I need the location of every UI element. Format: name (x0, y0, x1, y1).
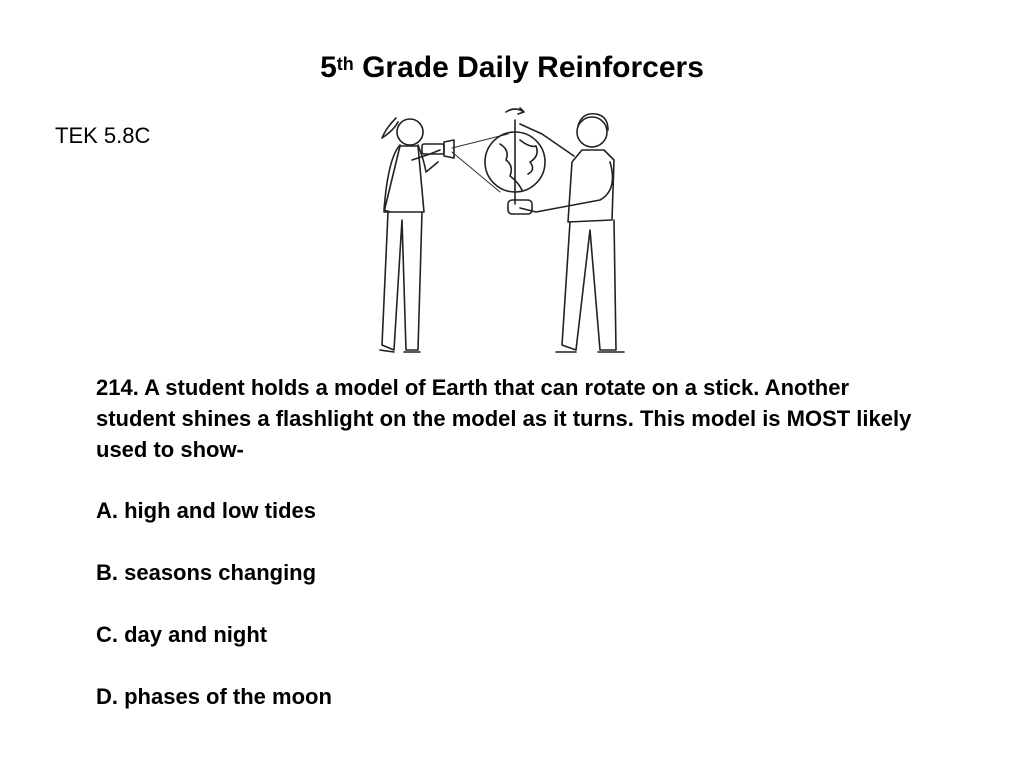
choice-a: A. high and low tides (96, 498, 316, 523)
choice-b: B. seasons changing (96, 560, 317, 585)
title-number: 5 (320, 51, 337, 84)
tek-label: TEK 5.8C (55, 123, 151, 148)
light-beam (452, 134, 508, 192)
globe-icon (485, 108, 545, 204)
title-text: Grade Daily Reinforcers (353, 51, 704, 84)
girl-figure (380, 118, 440, 352)
boy-figure (508, 114, 624, 352)
title-superscript: th (336, 54, 354, 74)
students-flashlight-globe-illustration (360, 100, 660, 362)
choice-c: C. day and night (96, 622, 268, 647)
choice-d: D. phases of the moon (96, 684, 332, 709)
page-title (0, 48, 1024, 88)
question-stem: 214. A student holds a model of Earth that can rotate on a stick. Another student shines a flashlight on the model as it turns. This model is MOST likely used to show- (96, 375, 912, 462)
question-block (96, 372, 916, 743)
